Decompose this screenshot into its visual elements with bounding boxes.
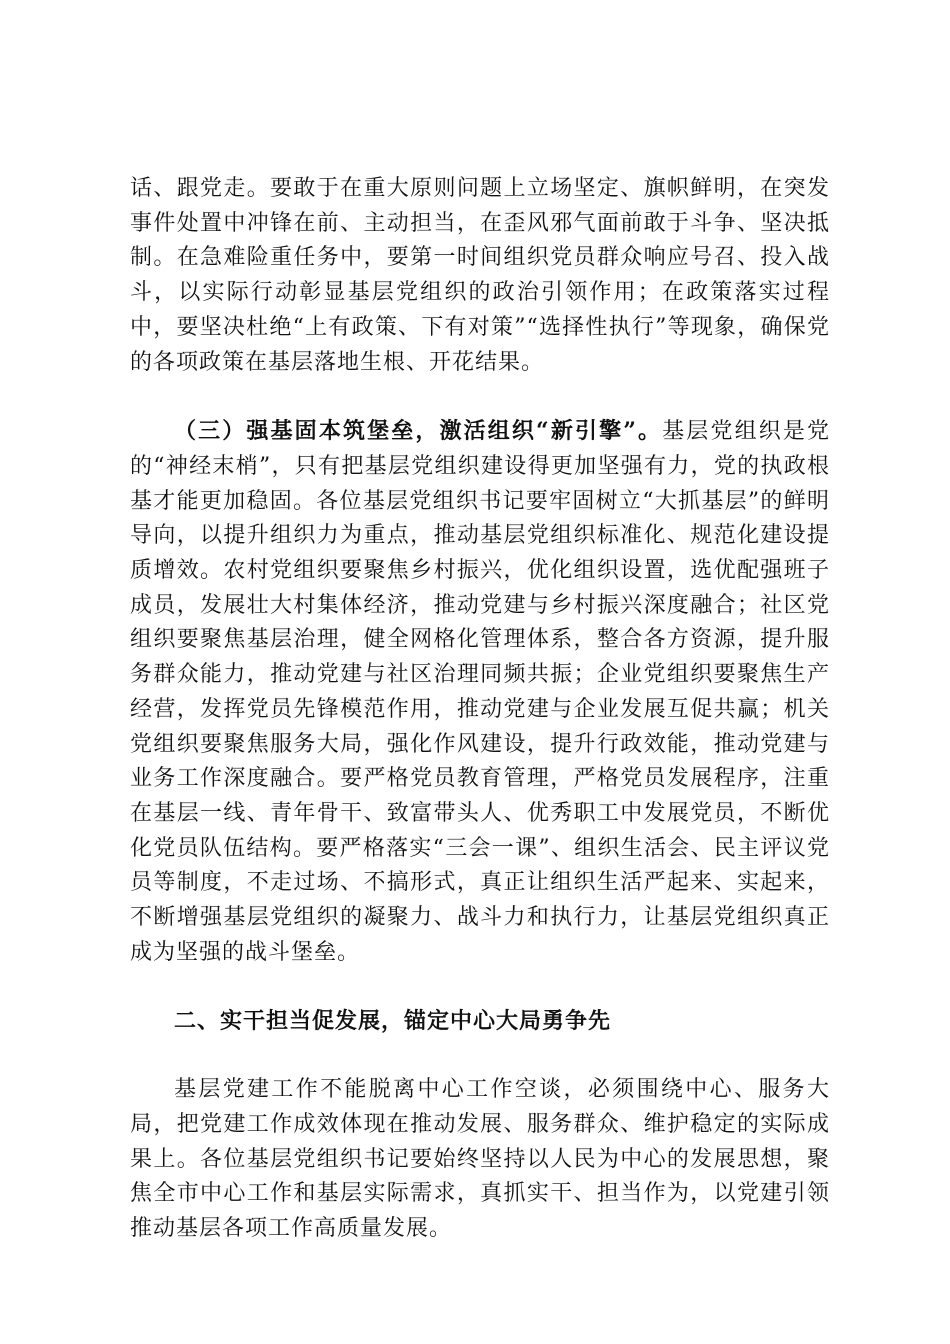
subsection-3-body: 基层党组织是党的“神经末梢”，只有把基层党组织建设得更加坚强有力，党的执政根基才能更加稳固。各位基层党组织书记要牢固树立“大抓基层”的鲜明导向，以提升组织力为重点，推动基层党组织标准化、规范化建设提质增效。农村党组织要聚焦乡村振兴，优化组织设置，选优配强班子成员，发展壮大村集体经济，推动党建与乡村振兴深度融合；社区党组织要聚焦基层治理，健全网格化管理体系，整合各方资源，提升服务群众能力，推动党建与社区治理同频共振；企业党组织要聚焦生产经营，发挥党员先锋模范作用，推动党建与企业发展互促共赢；机关党组织要聚焦服务大局，强化作风建设，提升行政效能，推动党建与业务工作深度融合。要严格党员教育管理，严格党员发展程序，注重在基层一线、青年骨干、致富带头人、优秀职工中发展党员，不断优化党员队伍结构。要严格落实“三会一课”、组织生活会、民主评议党员等制度，不走过场、不搞形式，真正让组织生活严起来、实起来，不断增强基层党组织的凝聚力、战斗力和执行力，让基层党组织真正成为坚强的战斗堡垒。 — [130, 419, 830, 965]
document-page — [130, 172, 830, 1247]
paragraph-continuation: 话、跟党走。要敢于在重大原则问题上立场坚定、旗帜鲜明，在突发事件处置中冲锋在前、主动担当，在歪风邪气面前敢于斗争、坚决抵制。在急难险重任务中，要第一时间组织党员群众响应号召、投入战斗，以实际行动彰显基层党组织的政治引领作用；在政策落实过程中，要坚决杜绝“上有政策、下有对策”“选择性执行”等现象，确保党的各项政策在基层落地生根、开花结果。 — [130, 176, 830, 375]
subsection-3-heading: （三）强基固本筑堡垒，激活组织“新引擎”。 — [174, 418, 663, 445]
paragraph-section-2-intro: 基层党建工作不能脱离中心工作空谈，必须围绕中心、服务大局，把党建工作成效体现在推动发展、服务群众、维护稳定的实际成果上。各位基层党组织书记要始终坚持以人民为中心的发展思想，聚焦全市中心工作和基层实际需求，真抓实干、担当作为，以党建引领推动基层各项工作高质量发展。 — [130, 1077, 830, 1241]
paragraph-subsection-3 — [130, 414, 830, 970]
section-2-heading: 二、实干担当促发展，锚定中心大局勇争先 — [174, 1008, 612, 1035]
